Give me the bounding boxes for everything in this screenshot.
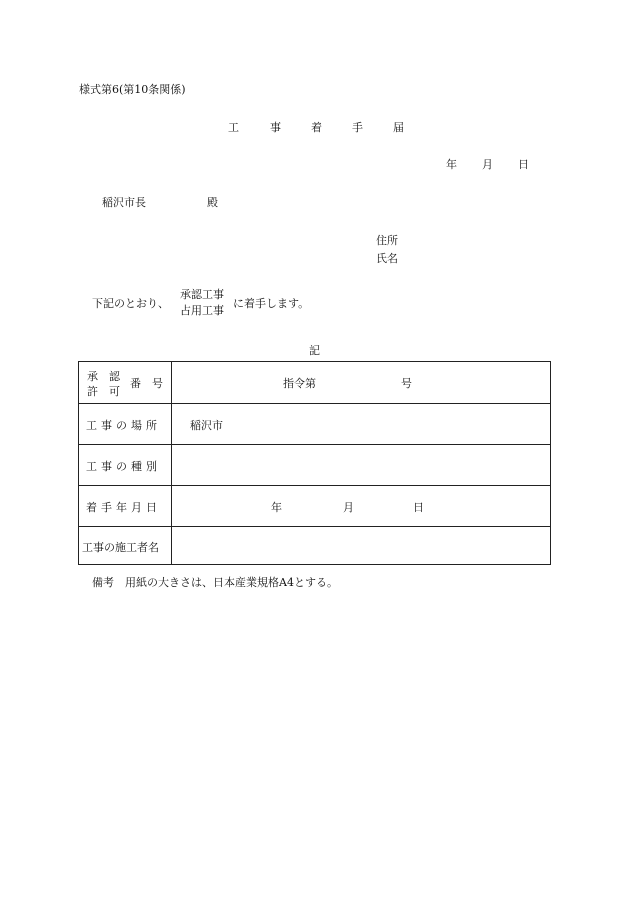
row-label-cell <box>79 527 172 565</box>
start-month-label: 月 <box>343 501 354 514</box>
date-year-label: 年 <box>446 158 457 171</box>
honorific: 殿 <box>207 196 218 209</box>
intro-suffix: に着手します。 <box>233 297 310 310</box>
table-row-contractor <box>79 526 550 565</box>
details-table <box>78 361 551 565</box>
label-number: 番 号 <box>130 377 163 390</box>
remarks-note: 備考 用紙の大きさは、日本産業規格A4とする。 <box>92 576 338 589</box>
date-month-label: 月 <box>482 158 493 171</box>
title-char: 事 <box>270 121 281 134</box>
start-day-label: 日 <box>413 501 424 514</box>
label-permission: 許 可 <box>87 385 120 398</box>
title-char: 着 <box>311 121 322 134</box>
row-label-cell <box>79 404 172 444</box>
row-label-cell <box>79 362 172 403</box>
date-day-label: 日 <box>518 158 529 171</box>
location-value: 稲沢市 <box>190 419 223 432</box>
intro-work-type-options <box>180 287 224 319</box>
option-occupancy-work: 占用工事 <box>180 304 224 317</box>
table-row-permit-number <box>79 362 550 403</box>
applicant-address-label: 住所 <box>376 234 398 247</box>
label-contractor: 工事の施工者名 <box>82 541 159 554</box>
intro-prefix: 下記のとおり、 <box>92 297 169 310</box>
ki-heading: 記 <box>309 344 320 357</box>
row-label-cell <box>79 445 172 485</box>
title-char: 工 <box>228 121 239 134</box>
label-location: 工事の場所 <box>86 419 161 432</box>
label-approval: 承 認 <box>87 370 120 383</box>
form-number: 様式第6(第10条関係) <box>79 83 186 96</box>
table-row-start-date <box>79 485 550 526</box>
option-approved-work: 承認工事 <box>180 288 224 301</box>
start-year-label: 年 <box>271 501 282 514</box>
applicant-name-label: 氏名 <box>376 252 398 265</box>
row-label-cell <box>79 486 172 526</box>
label-work-type: 工事の種別 <box>86 460 161 473</box>
permit-number-suffix: 号 <box>401 377 412 390</box>
permit-number-prefix: 指令第 <box>283 377 316 390</box>
title-char: 手 <box>352 121 363 134</box>
table-row-location <box>79 403 550 444</box>
table-row-work-type <box>79 444 550 485</box>
title-char: 届 <box>393 121 404 134</box>
label-start-date: 着手年月日 <box>86 501 161 514</box>
addressee: 稲沢市長 <box>102 196 146 209</box>
